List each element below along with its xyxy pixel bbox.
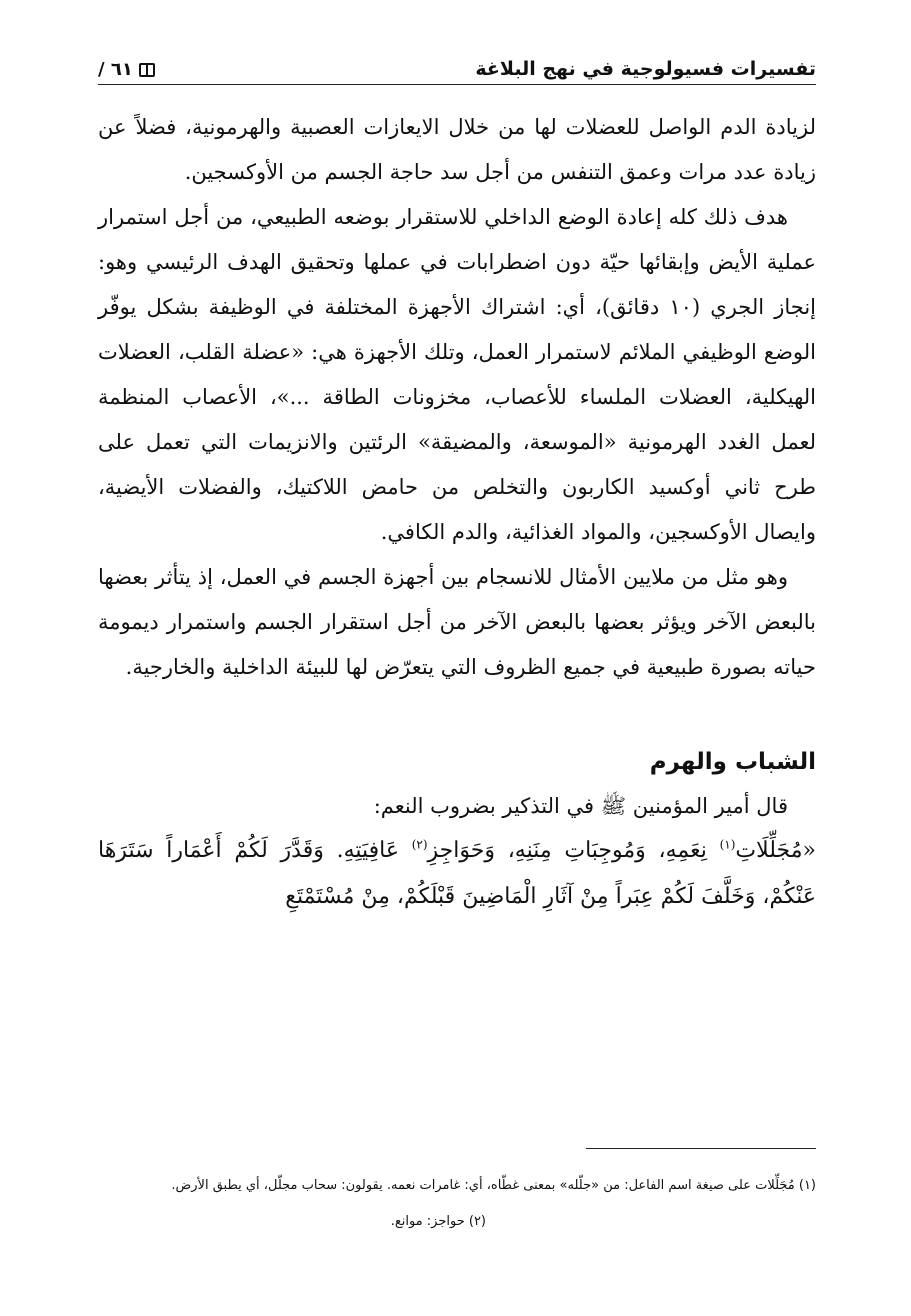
footnote-mark-2[interactable]: (٢) bbox=[411, 837, 428, 852]
book-icon bbox=[139, 63, 155, 77]
quote-part-3: عَافِيَتِهِ. وَقَدَّرَ لَكُمْ أَعْمَاراً سَتَرَهَا عَنْكُمْ، وَخَلَّفَ لَكُمْ عِبَراً مِنْ آثَارِ الْمَاضِينَ قَبْلَكُمْ، مِنْ مُسْتَمْتَعِ bbox=[98, 838, 816, 909]
paragraph-1: لزيادة الدم الواصل للعضلات لها من خلال الايعازات العصبية والهرمونية، فضلاً عن زيادة عدد مرات وعمق التنفس من أجل سد حاجة الجسم من الأوكسجين. bbox=[98, 115, 816, 184]
quote-part-2: نِعَمِهِ، وَمُوجِبَاتِ مِنَنِهِ، وَحَوَاجِزِ bbox=[427, 838, 720, 863]
body-text bbox=[98, 105, 816, 690]
quote-text bbox=[98, 828, 816, 920]
page-reference bbox=[98, 59, 155, 80]
footnote-2: (٢) حواجز: موانع. bbox=[390, 1214, 486, 1229]
section-heading: الشباب والهرم bbox=[649, 749, 816, 775]
document-page bbox=[98, 40, 817, 1229]
footnotes bbox=[98, 1168, 816, 1240]
quote-part-1: «مُجَلِّلَاتِ bbox=[735, 838, 816, 863]
paragraph-2: هدف ذلك كله إعادة الوضع الداخلي للاستقرار بوضعه الطبيعي، من أجل استمرار عملية الأيض وإبقائها حيّة دون اضطرابات في عملها وتحقيق الهدف الرئيسي وهو: إنجاز الجري (١٠ دقائق)، أي: اشتراك الأجهزة المختلفة في الوظيفة بشكل يوفّر الوضع الوظيفي الملائم لاستمرار العمل، وتلك الأجهزة هي: «عضلة القلب، العضلات الهيكلية، العضلات الملساء للأعصاب، مخزونات الطاقة ...»، الأعصاب المنظمة لعمل الغدد الهرمونية «الموسعة، والمضيقة» الرئتين والانزيمات التي تعمل على طرح ثاني أوكسيد الكاربون والتخلص من حامض اللاكتيك، والفضلات الأيضية، وايصال الأوكسجين، والمواد الغذائية، والدم الكافي. bbox=[98, 205, 817, 544]
quote-intro: قال أمير المؤمنين ﷺ في التذكير بضروب النعم: bbox=[373, 794, 788, 818]
page-header bbox=[98, 40, 816, 85]
paragraph-3: وهو مثل من ملايين الأمثال للانسجام بين أجهزة الجسم في العمل، إذ يتأثر بعضها بالبعض الآخر ويؤثر بعضها بالبعض الآخر من أجل استقرار الجسم واستمرار ديمومة حياته بصورة طبيعية في جميع الظروف التي يتعرّض لها للبيئة الداخلية والخارجية. bbox=[98, 565, 816, 679]
footnote-1: (١) مُجَلِّلات على صيغة اسم الفاعل: من «جلّله» بمعنى غطّاه، أي: غامرات نعمه. يقولون: سحاب مجلّل، أي يطبق الأرض. bbox=[171, 1178, 816, 1193]
running-title: تفسيرات فسيولوجية في نهج البلاغة bbox=[475, 58, 816, 80]
footnote-mark-1[interactable]: (١) bbox=[719, 837, 736, 852]
page-number: ٦١ / bbox=[98, 59, 133, 80]
